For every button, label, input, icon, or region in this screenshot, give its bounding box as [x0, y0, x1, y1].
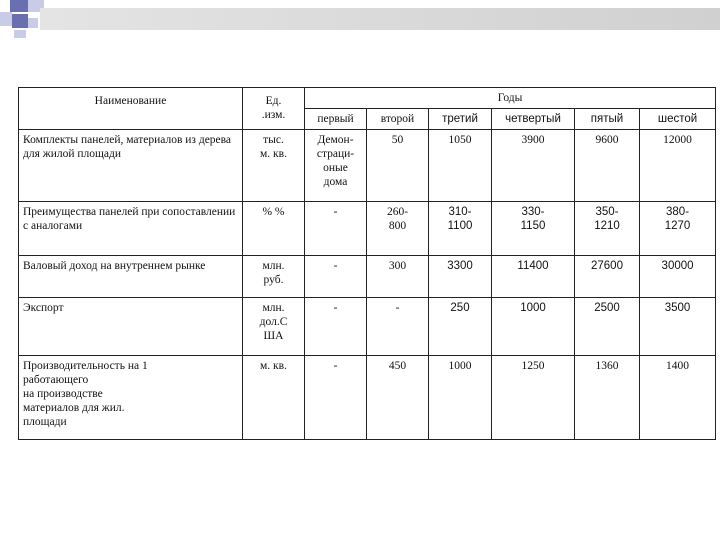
deco-square-light	[0, 12, 12, 26]
row-unit: млн. дол.С ША	[243, 298, 305, 356]
row-name: Преимущества панелей при сопоставлении с аналогами	[19, 202, 243, 256]
deco-square-dark	[10, 0, 28, 12]
row-name: Валовый доход на внутреннем рынке	[19, 256, 243, 298]
table-row	[19, 256, 716, 298]
row-value: 27600	[575, 256, 640, 298]
row-name: Экспорт	[19, 298, 243, 356]
row-value: Демон- страци- оные дома	[305, 130, 367, 202]
row-name: Комплекты панелей, материалов из дерева для жилой площади	[19, 130, 243, 202]
table-row	[19, 298, 716, 356]
row-value: 1050	[429, 130, 492, 202]
row-value: 2500	[575, 298, 640, 356]
table-row	[19, 356, 716, 440]
row-value: -	[305, 202, 367, 256]
row-value: 260- 800	[367, 202, 429, 256]
row-value: 11400	[492, 256, 575, 298]
row-value: 9600	[575, 130, 640, 202]
row-value: -	[305, 298, 367, 356]
row-value: -	[367, 298, 429, 356]
deco-square-dark	[12, 14, 28, 28]
header-unit: Ед. .изм.	[243, 88, 305, 130]
row-value: 1000	[429, 356, 492, 440]
row-unit: м. кв.	[243, 356, 305, 440]
row-value: -	[305, 256, 367, 298]
row-value: 50	[367, 130, 429, 202]
year-col-4: четвертый	[492, 109, 575, 130]
year-col-5: пятый	[575, 109, 640, 130]
row-value: 30000	[640, 256, 716, 298]
year-col-3: третий	[429, 109, 492, 130]
row-value: 1400	[640, 356, 716, 440]
deco-square-light	[28, 18, 38, 28]
year-col-6: шестой	[640, 109, 716, 130]
row-value: 1000	[492, 298, 575, 356]
deco-bar	[40, 8, 720, 30]
row-value: 3500	[640, 298, 716, 356]
slide-decoration	[0, 0, 720, 40]
table-row	[19, 130, 716, 202]
year-col-2: второй	[367, 109, 429, 130]
header-years: Годы	[305, 88, 716, 109]
deco-square-light	[14, 30, 26, 38]
row-value: 330- 1150	[492, 202, 575, 256]
table-row	[19, 202, 716, 256]
row-unit: млн. руб.	[243, 256, 305, 298]
row-name: Производительность на 1 работающего на производстве материалов для жил. площади	[19, 356, 243, 440]
row-value: 300	[367, 256, 429, 298]
year-col-1: первый	[305, 109, 367, 130]
row-value: 380- 1270	[640, 202, 716, 256]
row-value: 350- 1210	[575, 202, 640, 256]
row-value: 3300	[429, 256, 492, 298]
row-unit: % %	[243, 202, 305, 256]
header-name: Наименование	[19, 88, 243, 130]
row-value: 250	[429, 298, 492, 356]
row-value: 450	[367, 356, 429, 440]
row-unit: тыс. м. кв.	[243, 130, 305, 202]
row-value: 310- 1100	[429, 202, 492, 256]
row-value: 1250	[492, 356, 575, 440]
row-value: 1360	[575, 356, 640, 440]
row-value: 3900	[492, 130, 575, 202]
row-value: -	[305, 356, 367, 440]
header-row	[19, 88, 716, 109]
row-value: 12000	[640, 130, 716, 202]
data-table	[18, 87, 716, 440]
